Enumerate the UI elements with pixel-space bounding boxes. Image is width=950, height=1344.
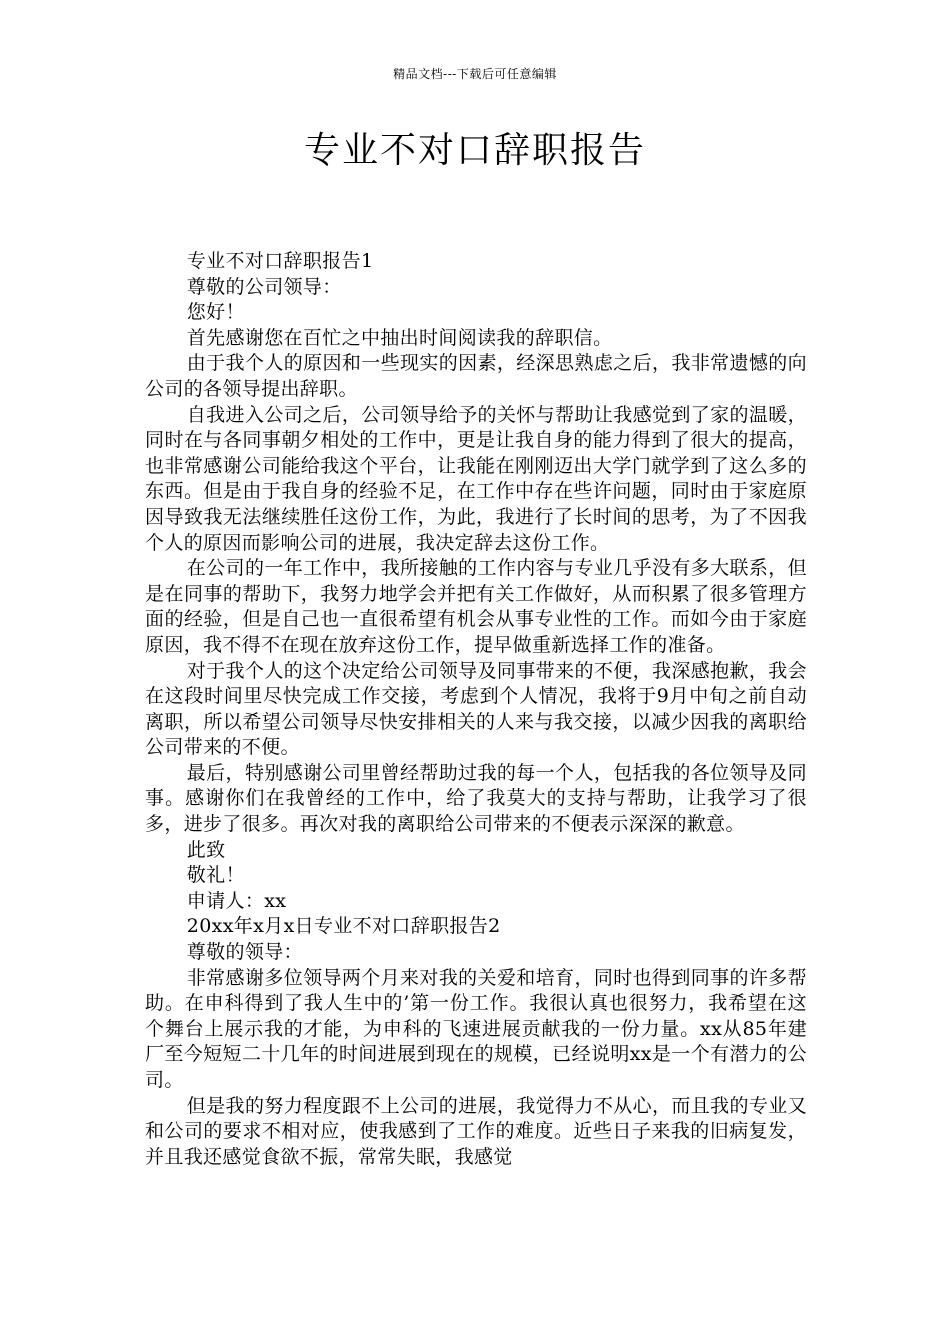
paragraph: 但是我的努力程度跟不上公司的进展，我觉得力不从心，而且我的专业又和公司的要求不相对应，使我感到了工作的难度。近些日子来我的旧病复发，并且我还感觉食欲不振，常常失眠，我感觉 — [145, 1094, 807, 1168]
section-heading: 专业不对口辞职报告1 — [186, 250, 374, 272]
closing: 此致 — [186, 838, 226, 861]
document-title: 专业不对口辞职报告 — [303, 130, 646, 171]
header-note: 精品文档---下载后可任意编辑 — [393, 67, 557, 81]
salutation: 尊敬的公司领导： — [186, 275, 342, 298]
document-body — [145, 249, 807, 1170]
paragraph: 对于我个人的这个决定给公司领导及同事带来的不便，我深感抱歉，我会在这段时间里尽快完成工作交接，考虑到个人情况，我将于9月中旬之前自动离职，所以希望公司领导尽快安排相关的人来与我交接，以减少因我的离职给公司带来的不便。 — [145, 659, 807, 759]
greeting: 您好！ — [186, 301, 245, 324]
applicant: 申请人：xx — [186, 889, 287, 912]
closing-salute: 敬礼！ — [186, 864, 245, 887]
paragraph: 在公司的一年工作中，我所接触的工作内容与专业几乎没有多大联系，但是在同事的帮助下，我努力地学会并把有关工作做好，从而积累了很多管理方面的经验，但是自己也一直很希望有机会从事专业性的工作。而如今由于家庭原因，我不得不在现在放弃这份工作，提早做重新选择工作的准备。 — [145, 557, 807, 656]
paragraph: 由于我个人的原因和一些现实的因素，经深思熟虑之后，我非常遗憾的向公司的各领导提出辞职。 — [145, 352, 807, 400]
paragraph: 最后，特别感谢公司里曾经帮助过我的每一个人，包括我的各位领导及同事。感谢你们在我曾经的工作中，给了我莫大的支持与帮助，让我学习了很多，进步了很多。再次对我的离职给公司带来的不便表示深深的歉意。 — [145, 761, 807, 836]
paragraph: 首先感谢您在百忙之中抽出时间阅读我的辞职信。 — [186, 326, 613, 349]
date-and-section-heading: 20xx年x月x日专业不对口辞职报告2 — [186, 915, 501, 938]
paragraph: 自我进入公司之后，公司领导给予的关怀与帮助让我感觉到了家的温暖，同时在与各同事朝夕相处的工作中，更是让我自身的能力得到了很大的提高，也非常感谢公司能给我这个平台，让我能在刚刚迈出大学门就学到了这么多的东西。但是由于我自身的经验不足，在工作中存在些许问题，同时由于家庭原因导致我无法继续胜任这份工作，为此，我进行了长时间的思考，为了不因我个人的原因而影响公司的进展，我决定辞去这份工作。 — [145, 403, 807, 554]
paragraph: 非常感谢多位领导两个月来对我的关爱和培育，同时也得到同事的许多帮助。在申科得到了我人生中的’第一份工作。我很认真也很努力，我希望在这个舞台上展示我的才能，为申科的飞速进展贡献我的一份力量。xx从85年建厂至今短短二十几年的时间进展到现在的规模，已经说明xx是一个有潜力的公司。 — [145, 966, 807, 1091]
salutation: 尊敬的领导： — [186, 941, 303, 964]
